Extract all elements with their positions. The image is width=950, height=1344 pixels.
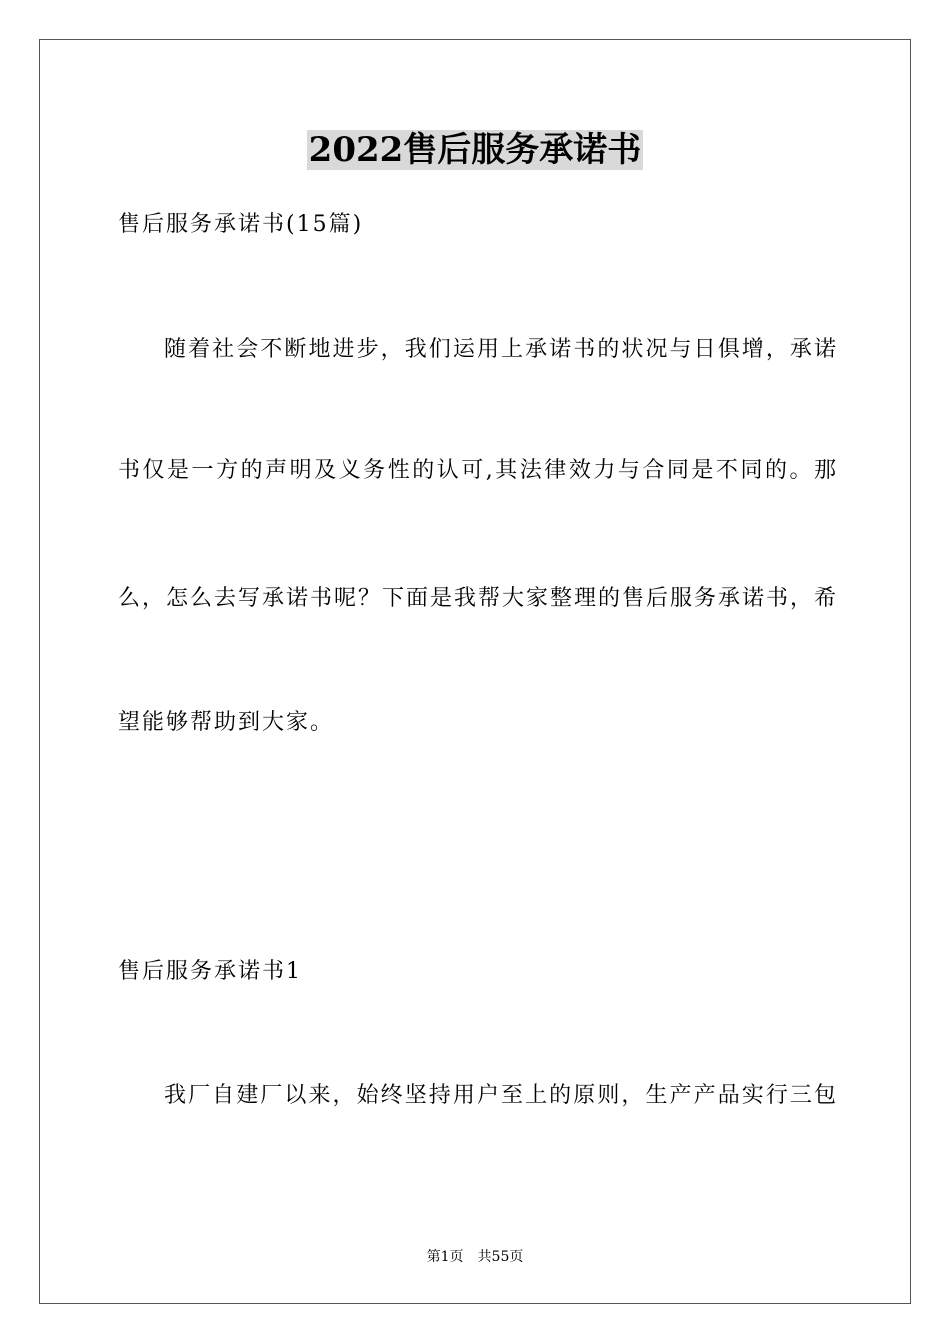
section-heading: 售后服务承诺书1 — [118, 959, 302, 984]
document-title-text: 2022售后服务承诺书 — [308, 130, 642, 170]
document-title — [0, 128, 950, 172]
intro-line-4: 望能够帮助到大家。 — [118, 710, 335, 735]
intro-line-3: 么，怎么去写承诺书呢？下面是我帮大家整理的售后服务承诺书，希 — [118, 586, 839, 611]
intro-line-1: 随着社会不断地进步，我们运用上承诺书的状况与日俱增，承诺 — [164, 337, 838, 362]
document-subtitle: 售后服务承诺书(15篇) — [118, 212, 364, 237]
section-line-1: 我厂自建厂以来，始终坚持用户至上的原则，生产产品实行三包 — [164, 1083, 838, 1108]
page-footer: 第1页 共55页 — [426, 1249, 524, 1265]
intro-line-2: 书仅是一方的声明及义务性的认可,其法律效力与合同是不同的。那 — [118, 458, 838, 483]
